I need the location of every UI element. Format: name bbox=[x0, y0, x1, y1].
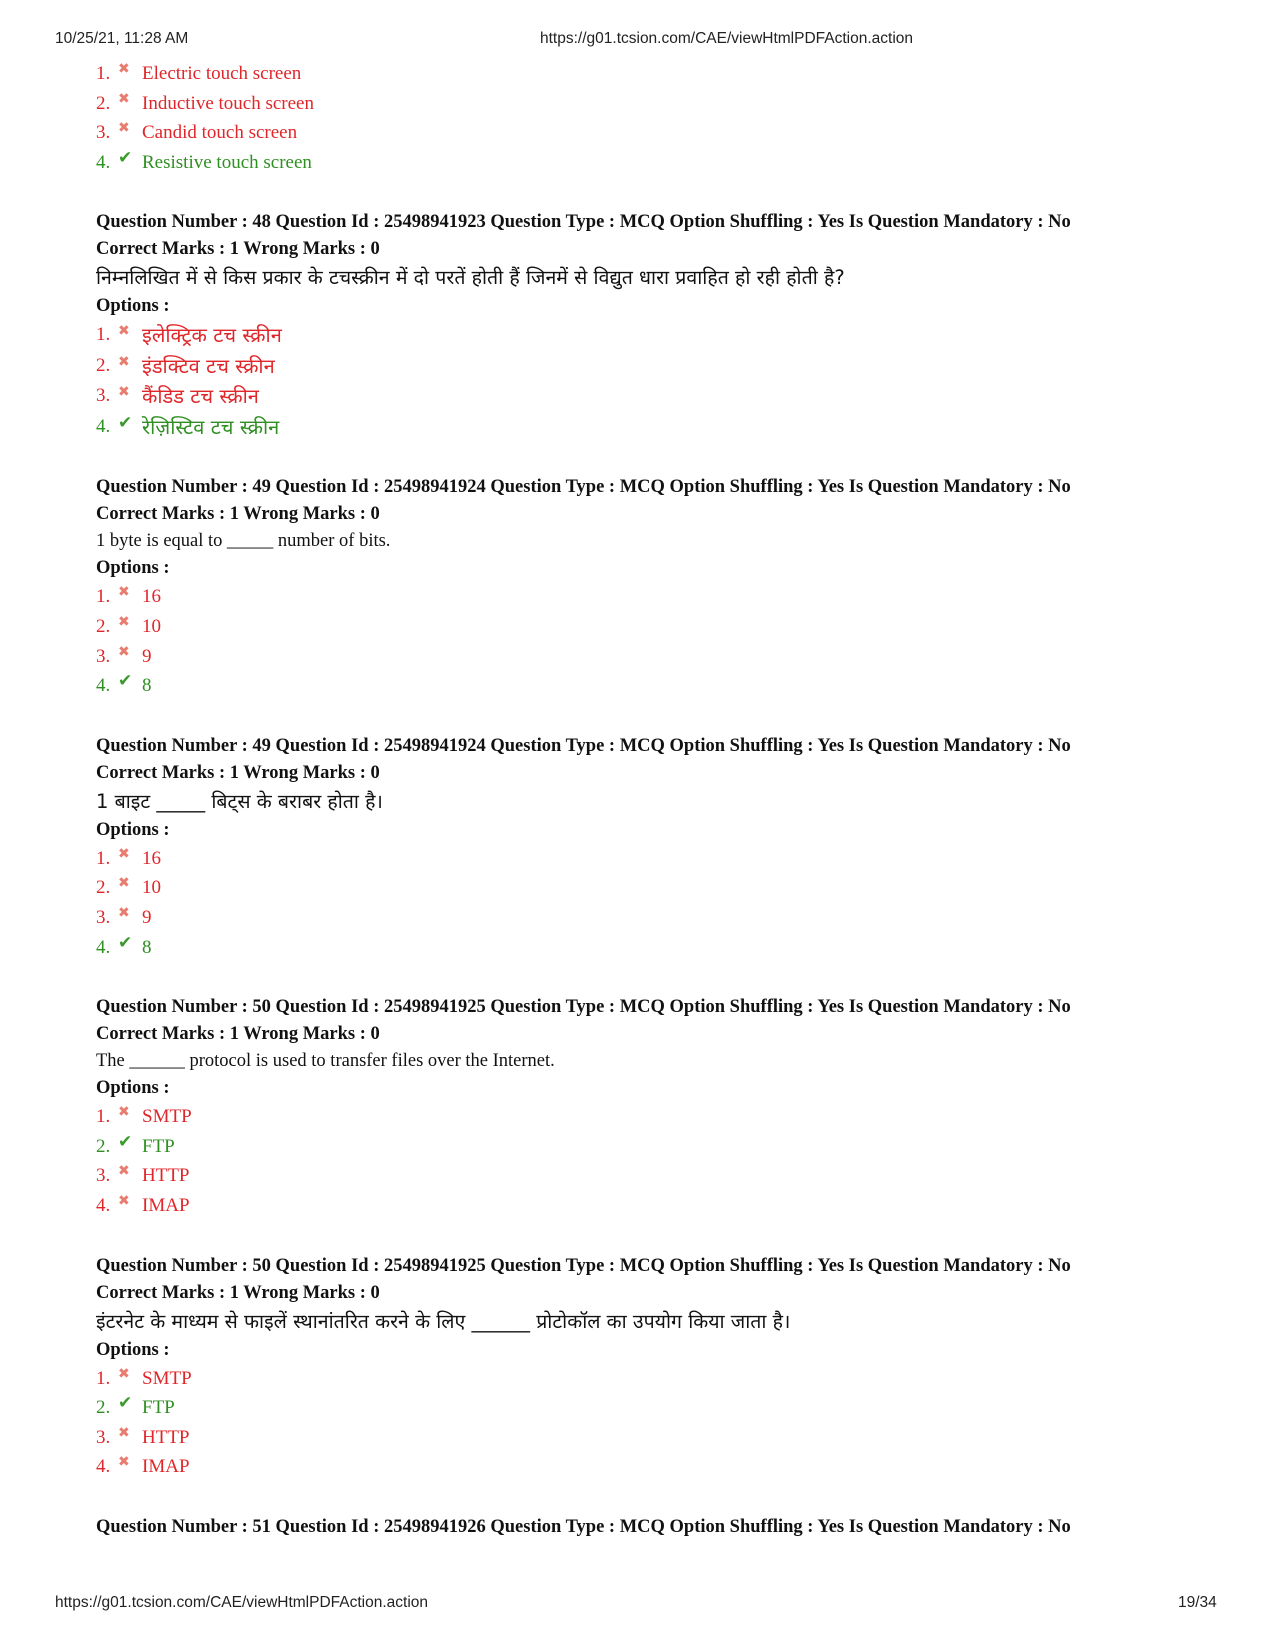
option-number: 1. bbox=[96, 63, 111, 84]
question-block bbox=[96, 474, 1186, 700]
cross-icon: ✖ bbox=[118, 323, 130, 340]
option-row bbox=[96, 89, 1186, 119]
option-row bbox=[96, 59, 1186, 89]
question-meta: Question Number : 49 Question Id : 25498941924 Question Type : MCQ Option Shuffling : Yes Is Question Mandatory : No bbox=[96, 735, 1071, 756]
option-text: HTTP bbox=[142, 1165, 190, 1187]
question-text: 1 byte is equal to _____ number of bits. bbox=[96, 531, 391, 552]
option-text: 8 bbox=[142, 675, 152, 697]
option-row bbox=[96, 148, 1186, 178]
question-paper bbox=[96, 59, 1186, 1541]
question-meta: Question Number : 50 Question Id : 25498941925 Question Type : MCQ Option Shuffling : Yes Is Question Mandatory : No bbox=[96, 1255, 1071, 1276]
option-row bbox=[96, 1452, 1186, 1482]
cross-icon: ✖ bbox=[118, 584, 130, 601]
option-number: 3. bbox=[96, 906, 111, 928]
option-number: 1. bbox=[96, 1106, 111, 1128]
question-block bbox=[96, 1253, 1186, 1482]
question-block bbox=[96, 1514, 1186, 1541]
option-text: FTP bbox=[142, 1397, 175, 1419]
carryover-options bbox=[96, 59, 1186, 177]
cross-icon: ✖ bbox=[118, 1454, 130, 1471]
cross-icon: ✖ bbox=[118, 1365, 130, 1382]
option-row bbox=[96, 1393, 1186, 1423]
cross-icon: ✖ bbox=[118, 845, 130, 862]
cross-icon: ✖ bbox=[118, 384, 130, 401]
options-label: Options : bbox=[96, 1078, 170, 1099]
option-text: Inductive touch screen bbox=[142, 92, 314, 114]
question-meta: Question Number : 50 Question Id : 25498941925 Question Type : MCQ Option Shuffling : Yes Is Question Mandatory : No bbox=[96, 997, 1071, 1018]
question-marks: Correct Marks : 1 Wrong Marks : 0 bbox=[96, 762, 380, 783]
option-text: Resistive touch screen bbox=[142, 151, 312, 173]
question-meta: Question Number : 49 Question Id : 25498941924 Question Type : MCQ Option Shuffling : Yes Is Question Mandatory : No bbox=[96, 477, 1071, 498]
question-block bbox=[96, 994, 1186, 1220]
question-marks: Correct Marks : 1 Wrong Marks : 0 bbox=[96, 1282, 380, 1303]
question-text: 1 बाइट _____ बिट्स के बराबर होता है। bbox=[96, 789, 383, 813]
cross-icon: ✖ bbox=[118, 90, 130, 107]
option-text: 9 bbox=[142, 645, 152, 667]
option-number: 4. bbox=[96, 675, 111, 697]
option-row bbox=[96, 1102, 1186, 1132]
option-number: 1. bbox=[96, 586, 111, 608]
option-number: 4. bbox=[96, 151, 111, 173]
option-number: 3. bbox=[96, 122, 111, 144]
option-row bbox=[96, 612, 1186, 642]
check-icon: ✔ bbox=[118, 671, 133, 692]
check-icon: ✔ bbox=[118, 1131, 133, 1152]
cross-icon: ✖ bbox=[118, 61, 130, 77]
option-row bbox=[96, 933, 1186, 963]
option-text: Electric touch screen bbox=[142, 63, 302, 84]
option-row bbox=[96, 582, 1186, 612]
option-text: 16 bbox=[142, 586, 161, 608]
option-row bbox=[96, 1364, 1186, 1394]
question-meta: Question Number : 51 Question Id : 25498941926 Question Type : MCQ Option Shuffling : Yes Is Question Mandatory : No bbox=[96, 1516, 1071, 1537]
option-row bbox=[96, 1132, 1186, 1162]
print-url: https://g01.tcsion.com/CAE/viewHtmlPDFAction.action bbox=[540, 30, 914, 47]
option-number: 4. bbox=[96, 1194, 111, 1216]
print-datetime: 10/25/21, 11:28 AM bbox=[55, 30, 189, 47]
option-text: कैंडिड टच स्क्रीन bbox=[142, 384, 259, 409]
cross-icon: ✖ bbox=[118, 1104, 130, 1121]
question-text: निम्नलिखित में से किस प्रकार के टचस्क्रीन में दो परतें होती हैं जिनमें से विद्युत धारा प्रवाहित हो रही होती है? bbox=[96, 266, 845, 290]
option-text: Candid touch screen bbox=[142, 122, 298, 144]
question-block bbox=[96, 209, 1186, 442]
check-icon: ✔ bbox=[118, 1393, 133, 1414]
option-row bbox=[96, 903, 1186, 933]
option-row bbox=[96, 351, 1186, 382]
cross-icon: ✖ bbox=[118, 613, 130, 630]
question-block bbox=[96, 733, 1186, 962]
check-icon: ✔ bbox=[118, 932, 133, 953]
check-icon: ✔ bbox=[118, 412, 133, 433]
question-text: इंटरनेट के माध्यम से फाइलें स्थानांतरित करने के लिए ______ प्रोटोकॉल का उपयोग किया जाता है। bbox=[96, 1309, 791, 1333]
option-text: इलेक्ट्रिक टच स्क्रीन bbox=[142, 323, 282, 348]
option-row bbox=[96, 320, 1186, 351]
option-row bbox=[96, 873, 1186, 903]
option-number: 1. bbox=[96, 1367, 111, 1389]
cross-icon: ✖ bbox=[118, 353, 130, 370]
options-label: Options : bbox=[96, 558, 170, 579]
cross-icon: ✖ bbox=[118, 1192, 130, 1209]
option-text: रेज़िस्टिव टच स्क्रीन bbox=[142, 414, 280, 439]
footer-url: https://g01.tcsion.com/CAE/viewHtmlPDFAction.action bbox=[55, 1594, 429, 1611]
option-number: 2. bbox=[96, 1135, 111, 1157]
option-number: 4. bbox=[96, 415, 111, 437]
option-row bbox=[96, 118, 1186, 148]
option-row bbox=[96, 1191, 1186, 1221]
option-text: 16 bbox=[142, 847, 161, 869]
question-marks: Correct Marks : 1 Wrong Marks : 0 bbox=[96, 504, 380, 525]
option-text: FTP bbox=[142, 1135, 175, 1157]
cross-icon: ✖ bbox=[118, 1424, 130, 1441]
option-row bbox=[96, 412, 1186, 443]
option-number: 2. bbox=[96, 877, 111, 899]
option-number: 3. bbox=[96, 1165, 111, 1187]
option-row bbox=[96, 844, 1186, 874]
question-marks: Correct Marks : 1 Wrong Marks : 0 bbox=[96, 239, 380, 260]
option-text: IMAP bbox=[142, 1194, 190, 1216]
question-list bbox=[96, 209, 1186, 1541]
option-number: 2. bbox=[96, 92, 111, 114]
cross-icon: ✖ bbox=[118, 643, 130, 660]
question-meta: Question Number : 48 Question Id : 25498941923 Question Type : MCQ Option Shuffling : Yes Is Question Mandatory : No bbox=[96, 212, 1071, 233]
cross-icon: ✖ bbox=[118, 904, 130, 921]
option-text: SMTP bbox=[142, 1367, 192, 1389]
option-text: इंडक्टिव टच स्क्रीन bbox=[142, 353, 275, 378]
options-label: Options : bbox=[96, 819, 170, 840]
option-number: 1. bbox=[96, 324, 111, 346]
option-number: 4. bbox=[96, 936, 111, 958]
option-row bbox=[96, 1423, 1186, 1453]
option-text: IMAP bbox=[142, 1456, 190, 1478]
page-number: 19/34 bbox=[1178, 1594, 1217, 1611]
check-icon: ✔ bbox=[118, 147, 133, 168]
option-row bbox=[96, 381, 1186, 412]
option-row bbox=[96, 642, 1186, 672]
option-number: 3. bbox=[96, 385, 111, 407]
option-number: 2. bbox=[96, 615, 111, 637]
cross-icon: ✖ bbox=[118, 1163, 130, 1180]
option-number: 1. bbox=[96, 847, 111, 869]
question-text: The ______ protocol is used to transfer files over the Internet. bbox=[96, 1051, 555, 1072]
cross-icon: ✖ bbox=[118, 875, 130, 892]
option-number: 3. bbox=[96, 1426, 111, 1448]
question-marks: Correct Marks : 1 Wrong Marks : 0 bbox=[96, 1024, 380, 1045]
option-number: 2. bbox=[96, 1397, 111, 1419]
option-number: 4. bbox=[96, 1456, 111, 1478]
option-text: 10 bbox=[142, 877, 161, 899]
option-number: 2. bbox=[96, 354, 111, 376]
option-text: HTTP bbox=[142, 1426, 190, 1448]
option-row bbox=[96, 671, 1186, 701]
option-text: 8 bbox=[142, 936, 152, 958]
options-label: Options : bbox=[96, 296, 170, 317]
option-text: SMTP bbox=[142, 1106, 192, 1128]
option-number: 3. bbox=[96, 645, 111, 667]
option-text: 9 bbox=[142, 906, 152, 928]
option-text: 10 bbox=[142, 615, 161, 637]
cross-icon: ✖ bbox=[118, 120, 130, 137]
option-row bbox=[96, 1161, 1186, 1191]
options-label: Options : bbox=[96, 1339, 170, 1360]
